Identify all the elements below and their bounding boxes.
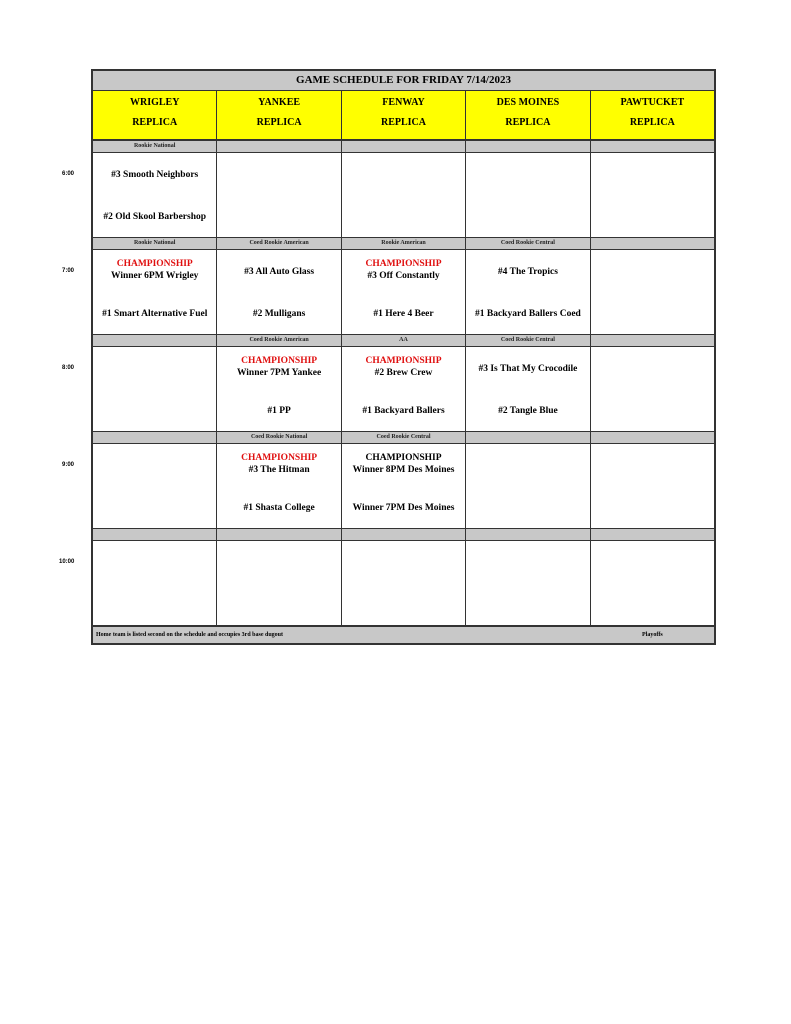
footer-bar bbox=[93, 625, 714, 643]
time-slot-row bbox=[93, 249, 714, 335]
home-team: #2 Mulligans bbox=[252, 309, 306, 319]
game-cell bbox=[342, 443, 466, 529]
game-cell bbox=[93, 346, 217, 432]
venue-header-wrigley bbox=[93, 91, 217, 139]
championship-label: CHAMPIONSHIP bbox=[241, 453, 318, 463]
game-cell bbox=[591, 346, 714, 432]
game-cell bbox=[93, 443, 217, 529]
championship-label: CHAMPIONSHIP bbox=[365, 453, 442, 463]
game-cell bbox=[217, 249, 341, 335]
division-label bbox=[466, 432, 590, 443]
division-label bbox=[466, 529, 590, 540]
home-team: #1 Backyard Ballers Coed bbox=[475, 309, 581, 319]
division-label bbox=[591, 238, 714, 249]
away-team: Winner 8PM Des Moines bbox=[352, 465, 455, 475]
venue-sub: REPLICA bbox=[132, 117, 178, 128]
venue-name: FENWAY bbox=[382, 97, 425, 108]
game-cell bbox=[342, 346, 466, 432]
game-cell bbox=[217, 346, 341, 432]
division-label bbox=[342, 141, 466, 152]
division-label: AA bbox=[342, 335, 466, 346]
division-label bbox=[591, 529, 714, 540]
time-slot-label: 8:00 bbox=[62, 365, 75, 371]
away-team: #3 Smooth Neighbors bbox=[111, 170, 199, 180]
game-cell bbox=[93, 249, 217, 335]
away-team: #3 All Auto Glass bbox=[244, 267, 315, 277]
footer-note: Home team is listed second on the schedule and occupies 3rd base dugout bbox=[96, 632, 284, 638]
division-label: Coed Rookie American bbox=[217, 335, 341, 346]
game-cell bbox=[466, 346, 590, 432]
schedule-title: GAME SCHEDULE FOR FRIDAY 7/14/2023 bbox=[93, 71, 714, 91]
time-slot-row bbox=[93, 346, 714, 432]
venue-header-fenway bbox=[342, 91, 466, 139]
division-label bbox=[466, 141, 590, 152]
division-label: Coed Rookie Central bbox=[466, 335, 590, 346]
division-label bbox=[591, 432, 714, 443]
away-team: #3 Off Constantly bbox=[367, 271, 440, 281]
division-label bbox=[93, 432, 217, 443]
game-cell bbox=[217, 540, 341, 626]
game-cell bbox=[466, 152, 590, 238]
venue-header-row bbox=[93, 91, 714, 141]
venue-sub: REPLICA bbox=[505, 117, 551, 128]
game-cell bbox=[93, 540, 217, 626]
venue-header-des-moines bbox=[466, 91, 590, 139]
time-slot-row bbox=[93, 152, 714, 238]
venue-sub: REPLICA bbox=[381, 117, 427, 128]
footer-legend: Playoffs bbox=[642, 632, 663, 638]
division-label bbox=[591, 141, 714, 152]
home-team: Winner 7PM Des Moines bbox=[352, 503, 455, 513]
championship-label: CHAMPIONSHIP bbox=[365, 259, 442, 269]
division-label: Rookie American bbox=[342, 238, 466, 249]
division-label bbox=[342, 529, 466, 540]
home-team: #2 Old Skool Barbershop bbox=[103, 212, 207, 222]
away-team: #4 The Tropics bbox=[497, 267, 558, 277]
time-slot-label: 10:00 bbox=[59, 559, 75, 565]
division-label bbox=[217, 141, 341, 152]
game-cell bbox=[466, 249, 590, 335]
schedule-sheet bbox=[91, 69, 716, 645]
venue-name: DES MOINES bbox=[496, 97, 560, 108]
game-cell bbox=[591, 443, 714, 529]
away-team: Winner 6PM Wrigley bbox=[110, 271, 199, 281]
game-cell bbox=[591, 152, 714, 238]
venue-sub: REPLICA bbox=[256, 117, 302, 128]
game-cell bbox=[591, 249, 714, 335]
away-team: Winner 7PM Yankee bbox=[236, 368, 322, 378]
game-cell bbox=[217, 443, 341, 529]
home-team: #1 PP bbox=[267, 406, 291, 416]
time-slot-label: 9:00 bbox=[62, 462, 75, 468]
venue-header-yankee bbox=[217, 91, 341, 139]
home-team: #1 Shasta College bbox=[243, 503, 315, 513]
venue-name: PAWTUCKET bbox=[620, 97, 685, 108]
home-team: #1 Here 4 Beer bbox=[373, 309, 434, 319]
championship-label: CHAMPIONSHIP bbox=[241, 356, 318, 366]
venue-name: YANKEE bbox=[258, 97, 301, 108]
division-label: Rookie National bbox=[93, 141, 217, 152]
time-slot-row bbox=[93, 443, 714, 529]
division-label: Coed Rookie Central bbox=[466, 238, 590, 249]
game-cell bbox=[342, 152, 466, 238]
home-team: #2 Tangle Blue bbox=[498, 406, 558, 416]
time-slot-label: 6:00 bbox=[62, 171, 75, 177]
game-cell bbox=[342, 249, 466, 335]
division-label bbox=[93, 335, 217, 346]
venue-sub: REPLICA bbox=[629, 117, 675, 128]
game-cell bbox=[466, 443, 590, 529]
home-team: #1 Smart Alternative Fuel bbox=[102, 309, 208, 319]
venue-name: WRIGLEY bbox=[129, 97, 180, 108]
game-cell bbox=[466, 540, 590, 626]
game-cell bbox=[342, 540, 466, 626]
away-team: #3 The Hitman bbox=[248, 465, 310, 475]
division-label: Coed Rookie American bbox=[217, 238, 341, 249]
division-label: Coed Rookie National bbox=[217, 432, 341, 443]
division-label bbox=[93, 529, 217, 540]
time-slot-row bbox=[93, 540, 714, 626]
championship-label: CHAMPIONSHIP bbox=[116, 259, 193, 269]
home-team: #1 Backyard Ballers bbox=[362, 406, 445, 416]
away-team: #2 Brew Crew bbox=[374, 368, 433, 378]
division-label: Rookie National bbox=[93, 238, 217, 249]
championship-label: CHAMPIONSHIP bbox=[365, 356, 442, 366]
venue-header-pawtucket bbox=[591, 91, 714, 139]
division-label bbox=[217, 529, 341, 540]
game-cell bbox=[217, 152, 341, 238]
game-cell bbox=[591, 540, 714, 626]
time-slot-label: 7:00 bbox=[62, 268, 75, 274]
division-label: Coed Rookie Central bbox=[342, 432, 466, 443]
away-team: #3 Is That My Crocodile bbox=[478, 364, 578, 374]
division-label bbox=[591, 335, 714, 346]
game-cell bbox=[93, 152, 217, 238]
